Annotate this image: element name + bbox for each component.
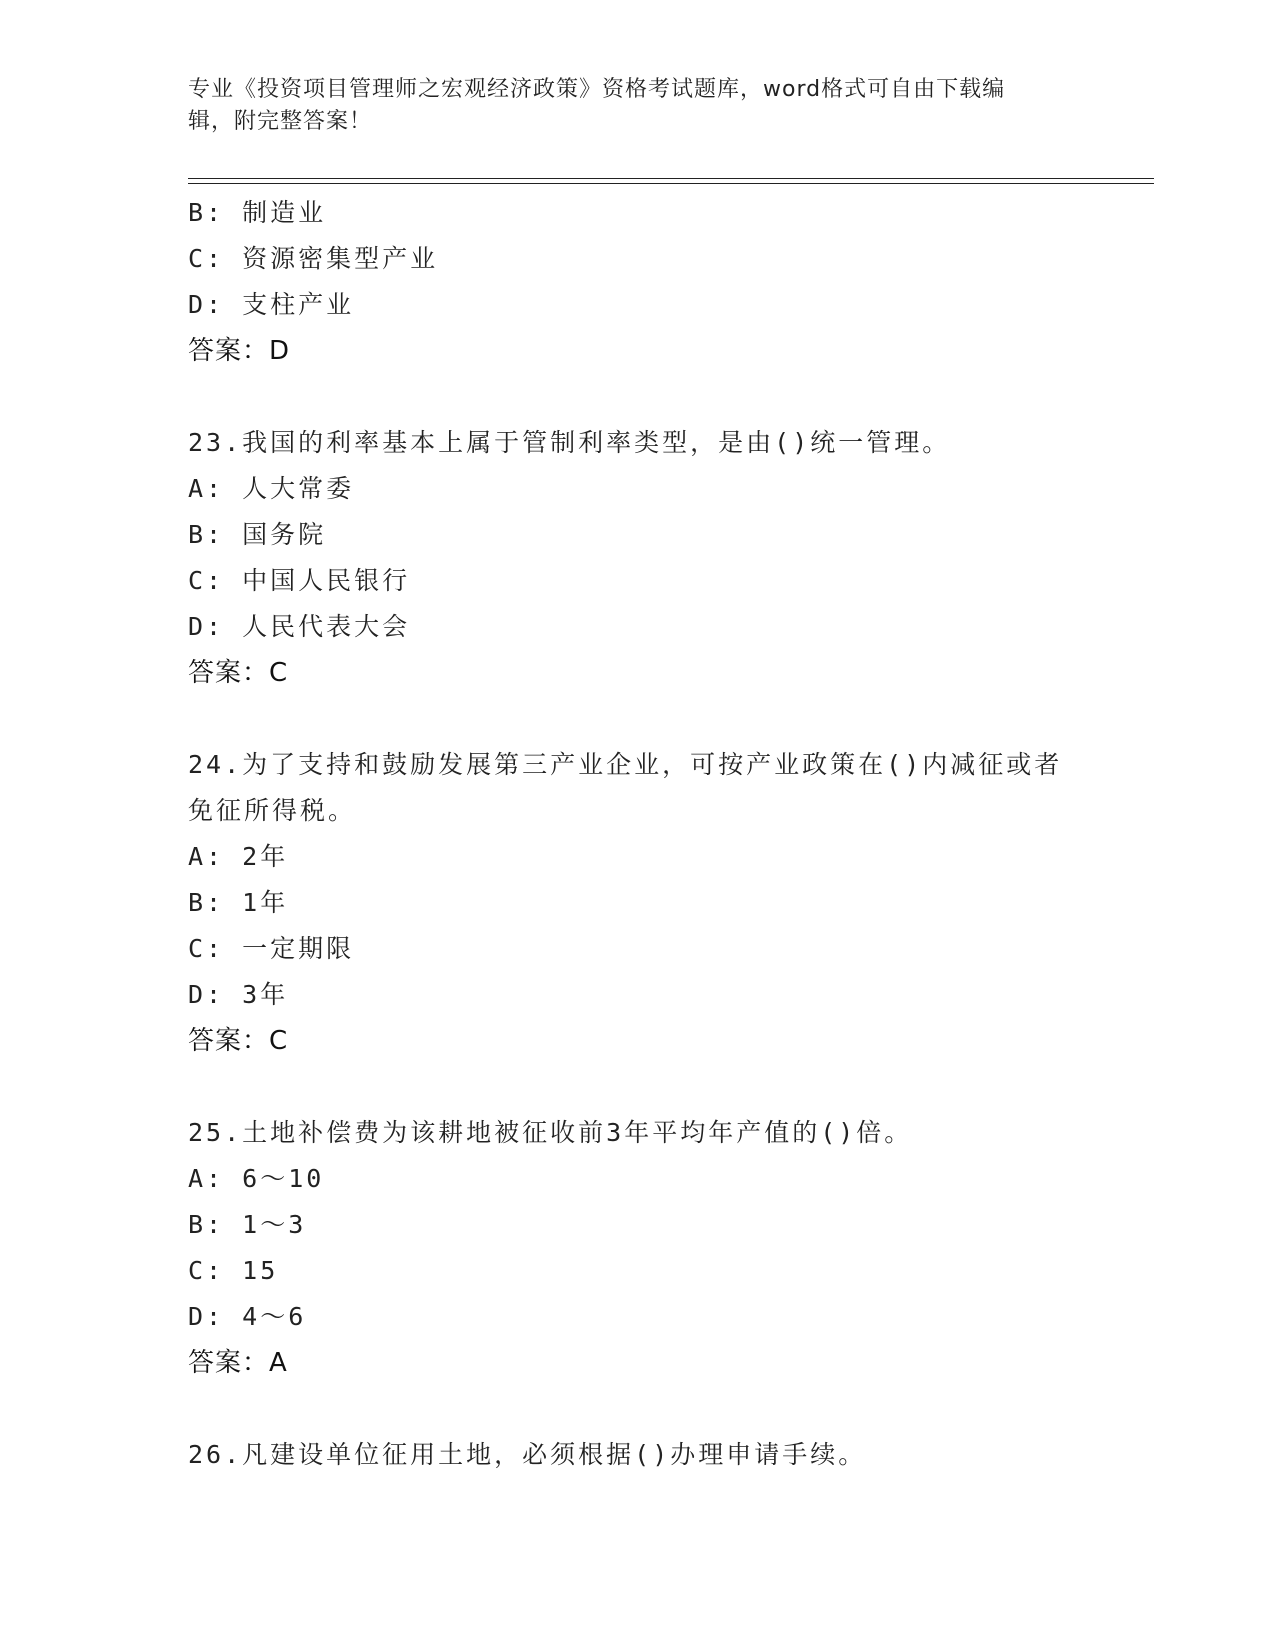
option-a: A: 人大常委 bbox=[188, 474, 355, 503]
question-26 bbox=[188, 1432, 1088, 1478]
header-divider-top bbox=[188, 178, 1154, 179]
option-c: C: 一定期限 bbox=[188, 934, 355, 963]
question-text-continued: 免征所得税。 bbox=[188, 796, 357, 825]
spacer bbox=[188, 1386, 1088, 1432]
header-divider-bottom bbox=[188, 183, 1154, 184]
header-line-2: 辑，附完整答案！ bbox=[188, 109, 373, 134]
spacer bbox=[188, 1064, 1088, 1110]
option-c: C: 15 bbox=[188, 1256, 279, 1285]
document-header bbox=[188, 74, 1068, 138]
option-d: D: 人民代表大会 bbox=[188, 612, 411, 641]
option-d: D: 3年 bbox=[188, 980, 289, 1009]
question-text: 23.我国的利率基本上属于管制利率类型，是由()统一管理。 bbox=[188, 428, 951, 457]
answer-line: 答案：C bbox=[188, 658, 289, 688]
option-b: B: 制造业 bbox=[188, 198, 327, 227]
question-text: 24.为了支持和鼓励发展第三产业企业，可按产业政策在()内减征或者 bbox=[188, 750, 1063, 779]
option-d: D: 支柱产业 bbox=[188, 290, 355, 319]
question-23 bbox=[188, 420, 1088, 696]
answer-line: 答案：A bbox=[188, 1348, 288, 1378]
header-line-1: 专业《投资项目管理师之宏观经济政策》资格考试题库，word格式可自由下载编 bbox=[188, 77, 1006, 102]
option-c: C: 中国人民银行 bbox=[188, 566, 411, 595]
spacer bbox=[188, 696, 1088, 742]
option-b: B: 1年 bbox=[188, 888, 289, 917]
question-24 bbox=[188, 742, 1088, 1064]
question-25 bbox=[188, 1110, 1088, 1386]
option-a: A: 2年 bbox=[188, 842, 289, 871]
question-list bbox=[188, 190, 1088, 1478]
option-c: C: 资源密集型产业 bbox=[188, 244, 439, 273]
question-text: 25.土地补偿费为该耕地被征收前3年平均年产值的()倍。 bbox=[188, 1118, 913, 1147]
question-text: 26.凡建设单位征用土地，必须根据()办理申请手续。 bbox=[188, 1440, 867, 1469]
option-b: B: 国务院 bbox=[188, 520, 327, 549]
spacer bbox=[188, 374, 1088, 420]
answer-line: 答案：D bbox=[188, 336, 291, 366]
option-a: A: 6～10 bbox=[188, 1164, 325, 1193]
question-22-continued bbox=[188, 190, 1088, 374]
answer-line: 答案：C bbox=[188, 1026, 289, 1056]
option-b: B: 1～3 bbox=[188, 1210, 307, 1239]
option-d: D: 4～6 bbox=[188, 1302, 307, 1331]
